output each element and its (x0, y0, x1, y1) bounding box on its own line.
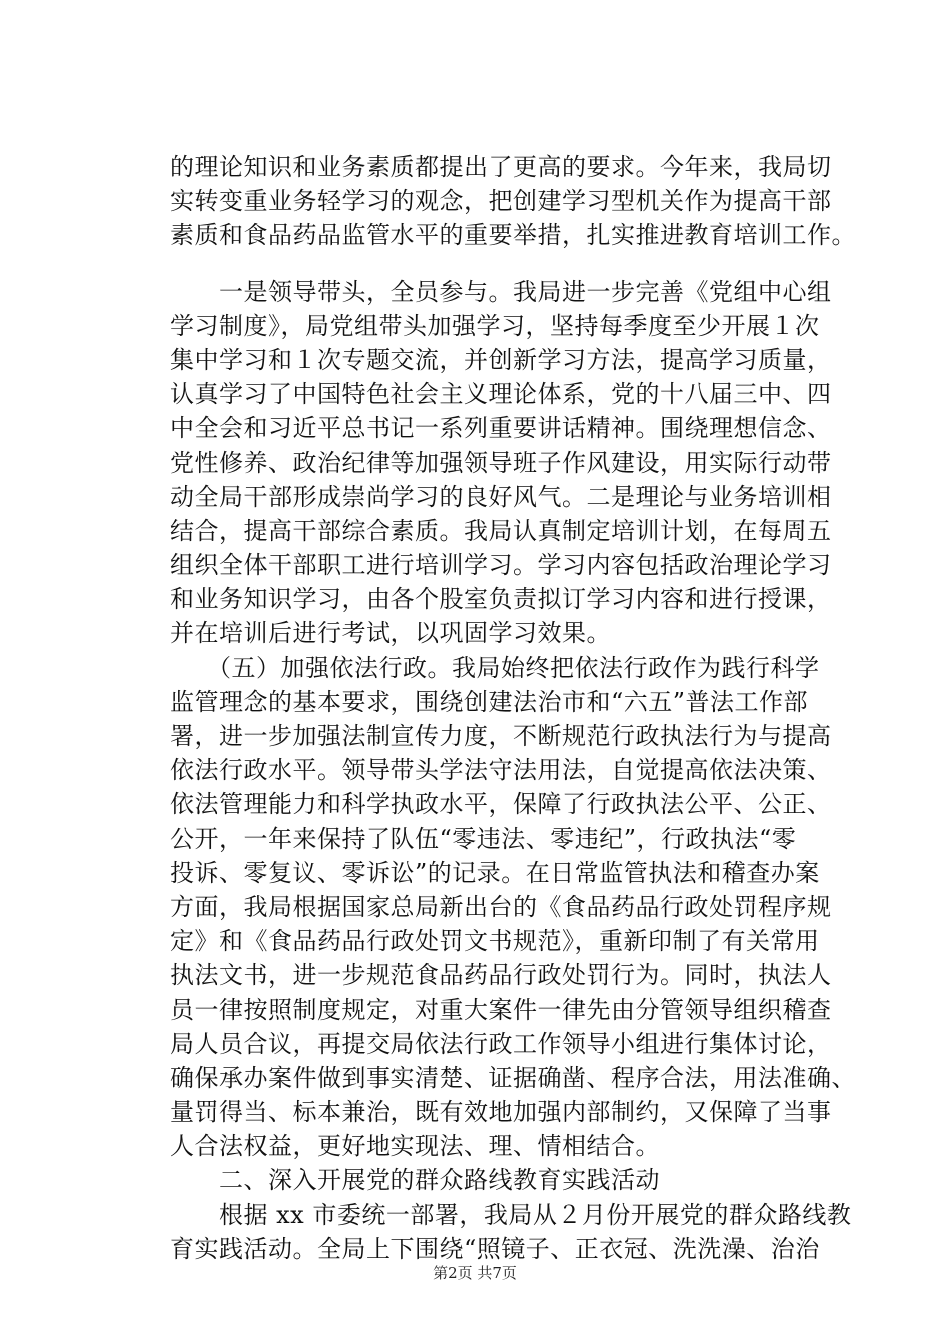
text-line: 素质和食品药品监管水平的重要举措，扎实推进教育培训工作。 (170, 221, 856, 250)
text-line: 监管理念的基本要求，围绕创建法治市和“六五”普法工作部 (170, 687, 809, 716)
text-line: 执法文书，进一步规范食品药品行政处罚行为。同时，执法人 (170, 961, 832, 990)
text-line: 量罚得当、标本兼治，既有效地加强内部制约，又保障了当事 (170, 1098, 832, 1127)
text-line: 和业务知识学习，由各个股室负责拟订学习内容和进行授课， (170, 585, 832, 614)
text-line: 组织全体干部职工进行培训学习。学习内容包括政治理论学习 (170, 551, 832, 580)
text-line: 中全会和习近平总书记一系列重要讲话精神。围绕理想信念、 (170, 414, 832, 443)
text-line: 二、深入开展党的群众路线教育实践活动 (170, 1166, 660, 1195)
text-line: 结合，提高干部综合素质。我局认真制定培训计划，在每周五 (170, 516, 832, 545)
paragraph (170, 1163, 860, 1197)
text-line: 投诉、零复议、零诉讼”的记录。在日常监管执法和稽查办案 (170, 858, 820, 887)
paragraph (170, 275, 860, 651)
text-line: 认真学习了中国特色社会主义理论体系，党的十八届三中、四 (170, 380, 832, 409)
text-line: 并在培训后进行考试，以巩固学习效果。 (170, 619, 611, 648)
text-line: 局人员合议，再提交局依法行政工作领导小组进行集体讨论， (170, 1029, 832, 1058)
text-line: 学习制度》，局党组带头加强学习，坚持每季度至少开展１次 (170, 311, 820, 340)
text-line: 育实践活动。全局上下围绕“照镜子、正衣冠、洗洗澡、治治 (170, 1234, 820, 1263)
text-line: 员一律按照制度规定，对重大案件一律先由分管领导组织稽查 (170, 995, 832, 1024)
text-line: 的理论知识和业务素质都提出了更高的要求。今年来，我局切 (170, 153, 832, 181)
text-line: 党性修养、政治纪律等加强领导班子作风建设，用实际行动带 (170, 448, 832, 477)
document-body (170, 150, 860, 1266)
text-line: 公开，一年来保持了队伍“零违法、零违纪”，行政执法“零 (170, 824, 797, 853)
text-line: 一是领导带头，全员参与。我局进一步完善《党组中心组 (170, 277, 832, 306)
paragraph-gap (170, 253, 860, 275)
text-line: 署，进一步加强法制宣传力度，不断规范行政执法行为与提高 (170, 722, 832, 750)
text-line: 方面，我局根据国家总局新出台的《食品药品行政处罚程序规 (170, 892, 832, 921)
page-footer: 第2页 共7页 (433, 1264, 517, 1282)
text-line: 根据 xx 市委统一部署，我局从２月份开展党的群众路线教 (170, 1200, 852, 1229)
text-line: 实转变重业务轻学习的观念，把创建学习型机关作为提高干部 (170, 187, 832, 216)
text-line: 依法管理能力和科学执政水平，保障了行政执法公平、公正、 (170, 790, 832, 819)
paragraph (170, 1198, 860, 1266)
text-line: 确保承办案件做到事实清楚、证据确凿、程序合法，用法准确、 (170, 1063, 856, 1092)
paragraph (170, 150, 860, 253)
text-line: 动全局干部形成崇尚学习的良好风气。二是理论与业务培训相 (170, 482, 832, 511)
text-line: 集中学习和１次专题交流，并创新学习方法，提高学习质量， (170, 345, 832, 374)
text-line: 人合法权益，更好地实现法、理、情相结合。 (170, 1132, 660, 1161)
text-line: 依法行政水平。领导带头学法守法用法，自觉提高依法决策、 (170, 756, 832, 785)
paragraph (170, 651, 860, 1164)
text-line: 定》和《食品药品行政处罚文书规范》，重新印制了有关常用 (170, 927, 820, 956)
text-line: （五）加强依法行政。我局始终把依法行政作为践行科学 (170, 653, 820, 682)
